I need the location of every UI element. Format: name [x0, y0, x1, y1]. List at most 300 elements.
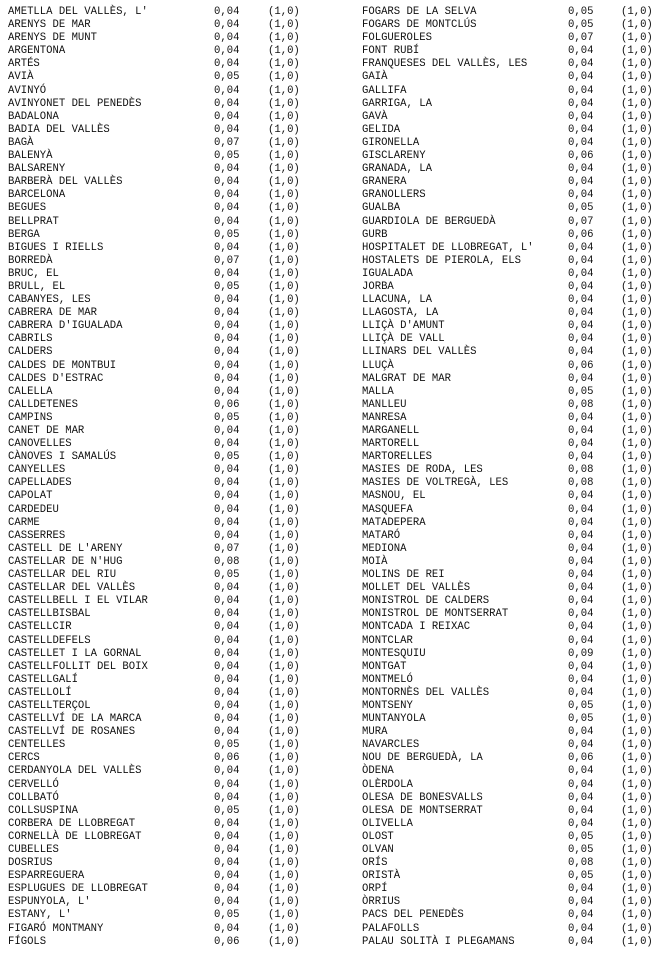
- value-cell: 0,04: [568, 280, 594, 293]
- factor-cell: (1,0): [621, 503, 653, 516]
- value-cell: 0,04: [568, 267, 594, 280]
- value-cell: 0,04: [568, 333, 594, 346]
- factor-cell: (1,0): [268, 136, 300, 149]
- factor-cell: (1,0): [268, 778, 300, 791]
- factor-cell: (1,0): [268, 307, 300, 320]
- municipality-name: BARCELONA: [8, 189, 66, 202]
- value-cell: 0,04: [214, 765, 240, 778]
- factor-cell: (1,0): [621, 634, 653, 647]
- factor-cell: (1,0): [268, 19, 300, 32]
- factor-cell: (1,0): [621, 569, 653, 582]
- value-cell: 0,04: [214, 189, 240, 202]
- factor-cell: (1,0): [621, 398, 653, 411]
- value-cell: 0,05: [214, 739, 240, 752]
- municipality-name: IGUALADA: [362, 267, 413, 280]
- value-cell: 0,04: [214, 425, 240, 437]
- factor-cell: (1,0): [621, 307, 653, 320]
- factor-cell: (1,0): [621, 267, 653, 280]
- value-cell: 0,04: [214, 123, 240, 136]
- value-cell: 0,04: [568, 320, 594, 333]
- factor-cell: (1,0): [268, 451, 300, 464]
- value-cell: 0,04: [568, 411, 594, 424]
- municipality-name: AVINYONET DEL PENEDÈS: [8, 97, 142, 110]
- municipality-name: CASTELLGALÍ: [8, 673, 78, 686]
- municipality-name: CASTELLBISBAL: [8, 608, 91, 621]
- value-cell: 0,04: [568, 621, 594, 634]
- municipality-name: FOLGUEROLES: [362, 32, 432, 45]
- value-cell: 0,04: [568, 425, 594, 437]
- factor-cell: (1,0): [268, 359, 300, 372]
- factor-cell: (1,0): [621, 176, 653, 189]
- municipality-name: LLINARS DEL VALLÈS: [362, 346, 477, 359]
- value-cell: 0,04: [568, 451, 594, 464]
- value-cell: 0,05: [214, 451, 240, 464]
- factor-cell: (1,0): [268, 817, 300, 830]
- municipality-name: NAVARCLES: [362, 739, 420, 752]
- factor-cell: (1,0): [621, 163, 653, 176]
- value-cell: 0,04: [214, 359, 240, 372]
- value-cell: 0,04: [214, 385, 240, 398]
- value-cell: 0,04: [568, 896, 594, 909]
- factor-cell: (1,0): [621, 909, 653, 922]
- municipality-name: ÒDENA: [362, 765, 394, 778]
- factor-cell: (1,0): [268, 595, 300, 608]
- factor-cell: (1,0): [621, 804, 653, 817]
- municipality-name: CANET DE MAR: [8, 425, 85, 437]
- municipality-name: MATADEPERA: [362, 516, 426, 529]
- factor-cell: (1,0): [268, 765, 300, 778]
- factor-cell: (1,0): [268, 909, 300, 922]
- factor-cell: (1,0): [621, 660, 653, 673]
- municipality-name: LLIÇÀ DE VALL: [362, 333, 445, 346]
- value-cell: 0,05: [214, 71, 240, 84]
- factor-cell: (1,0): [268, 935, 300, 948]
- factor-cell: (1,0): [268, 267, 300, 280]
- municipality-name: MASQUEFA: [362, 503, 413, 516]
- factor-cell: (1,0): [268, 320, 300, 333]
- value-cell: 0,04: [568, 97, 594, 110]
- value-cell: 0,06: [214, 752, 240, 765]
- factor-cell: (1,0): [268, 830, 300, 843]
- municipality-name: MASNOU, EL: [362, 490, 426, 503]
- value-cell: 0,04: [214, 686, 240, 699]
- municipality-name: CASTELLDEFELS: [8, 634, 91, 647]
- value-cell: 0,07: [568, 215, 594, 228]
- value-cell: 0,04: [568, 71, 594, 84]
- value-cell: 0,07: [214, 254, 240, 267]
- factor-cell: (1,0): [268, 713, 300, 726]
- value-cell: 0,05: [568, 830, 594, 843]
- value-cell: 0,04: [568, 634, 594, 647]
- factor-cell: (1,0): [268, 150, 300, 163]
- factor-cell: (1,0): [621, 215, 653, 228]
- factor-cell: (1,0): [268, 84, 300, 97]
- factor-cell: (1,0): [621, 451, 653, 464]
- value-cell: 0,04: [214, 830, 240, 843]
- municipality-name: MASIES DE VOLTREGÀ, LES: [362, 477, 509, 490]
- municipality-name: MONTCADA I REIXAC: [362, 621, 471, 634]
- factor-cell: (1,0): [621, 726, 653, 739]
- municipality-name: FOGARS DE MONTCLÚS: [362, 19, 477, 32]
- value-cell: 0,04: [568, 595, 594, 608]
- factor-cell: (1,0): [268, 634, 300, 647]
- factor-cell: (1,0): [268, 739, 300, 752]
- value-cell: 0,04: [568, 438, 594, 451]
- value-cell: 0,04: [214, 294, 240, 307]
- municipality-name: CERDANYOLA DEL VALLÈS: [8, 765, 142, 778]
- factor-cell: (1,0): [268, 411, 300, 424]
- value-cell: 0,04: [568, 110, 594, 123]
- factor-cell: (1,0): [621, 582, 653, 595]
- municipality-name: CASTELLFOLLIT DEL BOIX: [8, 660, 148, 673]
- municipality-name: GRANERA: [362, 176, 407, 189]
- municipality-name: CENTELLES: [8, 739, 66, 752]
- factor-cell: (1,0): [621, 294, 653, 307]
- value-cell: 0,04: [214, 673, 240, 686]
- factor-cell: (1,0): [621, 686, 653, 699]
- value-cell: 0,04: [214, 241, 240, 254]
- value-cell: 0,04: [568, 163, 594, 176]
- municipality-name: DOSRIUS: [8, 857, 53, 870]
- factor-cell: (1,0): [268, 673, 300, 686]
- value-cell: 0,04: [568, 542, 594, 555]
- value-cell: 0,04: [214, 97, 240, 110]
- municipality-name: ARENYS DE MAR: [8, 19, 91, 32]
- value-cell: 0,04: [568, 294, 594, 307]
- factor-cell: (1,0): [268, 883, 300, 896]
- factor-cell: (1,0): [268, 202, 300, 215]
- factor-cell: (1,0): [268, 516, 300, 529]
- municipality-name: GURB: [362, 228, 388, 241]
- value-cell: 0,04: [214, 608, 240, 621]
- value-cell: 0,04: [568, 791, 594, 804]
- value-cell: 0,04: [214, 110, 240, 123]
- factor-cell: (1,0): [268, 555, 300, 568]
- municipality-name: CASSERRES: [8, 529, 66, 542]
- value-cell: 0,06: [568, 752, 594, 765]
- factor-cell: (1,0): [268, 804, 300, 817]
- value-cell: 0,06: [568, 150, 594, 163]
- factor-cell: (1,0): [268, 699, 300, 712]
- value-cell: 0,04: [568, 817, 594, 830]
- value-cell: 0,04: [214, 202, 240, 215]
- factor-cell: (1,0): [268, 372, 300, 385]
- municipality-name: BARBERÀ DEL VALLÈS: [8, 176, 123, 189]
- value-cell: 0,04: [568, 555, 594, 568]
- value-cell: 0,08: [568, 398, 594, 411]
- value-cell: 0,04: [214, 726, 240, 739]
- municipality-name: CASTELLAR DEL VALLÈS: [8, 582, 136, 595]
- value-cell: 0,05: [568, 385, 594, 398]
- value-cell: 0,04: [568, 123, 594, 136]
- value-cell: 0,04: [568, 909, 594, 922]
- municipality-name: MATARÓ: [362, 529, 401, 542]
- value-cell: 0,04: [568, 189, 594, 202]
- value-cell: 0,04: [214, 438, 240, 451]
- municipality-name: FOGARS DE LA SELVA: [362, 6, 477, 18]
- factor-cell: (1,0): [268, 857, 300, 870]
- value-cell: 0,05: [568, 6, 594, 18]
- factor-cell: (1,0): [268, 71, 300, 84]
- value-cell: 0,04: [214, 817, 240, 830]
- value-cell: 0,04: [214, 634, 240, 647]
- municipality-name: BIGUES I RIELLS: [8, 241, 104, 254]
- municipality-name: MONTMELÓ: [362, 673, 413, 686]
- factor-cell: (1,0): [621, 372, 653, 385]
- municipality-name: OLESA DE BONESVALLS: [362, 791, 483, 804]
- factor-cell: (1,0): [621, 791, 653, 804]
- municipality-name: CERVELLÓ: [8, 778, 59, 791]
- value-cell: 0,04: [214, 791, 240, 804]
- value-cell: 0,04: [214, 32, 240, 45]
- municipality-name: CALLDETENES: [8, 398, 78, 411]
- municipality-name: CAPELLADES: [8, 477, 72, 490]
- municipality-name: ARENYS DE MUNT: [8, 32, 98, 45]
- factor-cell: (1,0): [621, 752, 653, 765]
- municipality-name: GISCLARENY: [362, 150, 426, 163]
- factor-cell: (1,0): [621, 280, 653, 293]
- municipality-name: CÀNOVES I SAMALÚS: [8, 451, 117, 464]
- factor-cell: (1,0): [621, 6, 653, 18]
- value-cell: 0,08: [568, 857, 594, 870]
- factor-cell: (1,0): [621, 516, 653, 529]
- factor-cell: (1,0): [621, 935, 653, 948]
- value-cell: 0,04: [568, 529, 594, 542]
- municipality-name: CABRILS: [8, 333, 53, 346]
- municipality-name: ORÍS: [362, 857, 388, 870]
- value-cell: 0,04: [568, 84, 594, 97]
- municipality-name: OLVAN: [362, 844, 394, 856]
- municipality-name: GRANADA, LA: [362, 163, 432, 176]
- municipality-name: BORREDÀ: [8, 254, 53, 267]
- value-cell: 0,04: [568, 307, 594, 320]
- municipality-name: ESPUNYOLA, L': [8, 896, 91, 909]
- municipality-name: BAGÀ: [8, 136, 34, 149]
- municipality-name: PALAFOLLS: [362, 922, 420, 935]
- factor-cell: (1,0): [621, 896, 653, 909]
- factor-cell: (1,0): [621, 359, 653, 372]
- factor-cell: (1,0): [268, 163, 300, 176]
- municipality-name: CANYELLES: [8, 464, 66, 477]
- municipality-name: OLIVELLA: [362, 817, 413, 830]
- municipality-name: CASTELLOLÍ: [8, 686, 72, 699]
- value-cell: 0,04: [214, 844, 240, 856]
- factor-cell: (1,0): [621, 555, 653, 568]
- factor-cell: (1,0): [621, 844, 653, 856]
- value-cell: 0,04: [568, 176, 594, 189]
- value-cell: 0,05: [568, 19, 594, 32]
- value-cell: 0,04: [568, 136, 594, 149]
- factor-cell: (1,0): [268, 529, 300, 542]
- municipality-name: CALELLA: [8, 385, 53, 398]
- value-cell: 0,04: [568, 765, 594, 778]
- value-cell: 0,04: [214, 333, 240, 346]
- value-cell: 0,08: [568, 464, 594, 477]
- value-cell: 0,04: [214, 883, 240, 896]
- factor-cell: (1,0): [621, 713, 653, 726]
- factor-cell: (1,0): [621, 542, 653, 555]
- municipality-name: HOSTALETS DE PIEROLA, ELS: [362, 254, 521, 267]
- value-cell: 0,07: [214, 542, 240, 555]
- factor-cell: (1,0): [621, 870, 653, 883]
- value-cell: 0,04: [214, 267, 240, 280]
- value-cell: 0,05: [214, 228, 240, 241]
- factor-cell: (1,0): [268, 503, 300, 516]
- municipality-name: FIGARÓ MONTMANY: [8, 922, 104, 935]
- value-cell: 0,04: [568, 922, 594, 935]
- factor-cell: (1,0): [268, 32, 300, 45]
- municipality-name: NOU DE BERGUEDÀ, LA: [362, 752, 483, 765]
- value-cell: 0,04: [214, 660, 240, 673]
- municipality-name: ÒRRIUS: [362, 896, 401, 909]
- municipality-name: HOSPITALET DE LLOBREGAT, L': [362, 241, 534, 254]
- factor-cell: (1,0): [621, 136, 653, 149]
- value-cell: 0,05: [214, 804, 240, 817]
- municipality-name: MONISTROL DE MONTSERRAT: [362, 608, 509, 621]
- municipality-name: FÍGOLS: [8, 935, 47, 948]
- factor-cell: (1,0): [268, 241, 300, 254]
- factor-cell: (1,0): [621, 425, 653, 437]
- factor-cell: (1,0): [268, 294, 300, 307]
- factor-cell: (1,0): [268, 58, 300, 71]
- municipality-name: LLACUNA, LA: [362, 294, 432, 307]
- municipality-name: ORISTÀ: [362, 870, 401, 883]
- municipality-name: MASIES DE RODA, LES: [362, 464, 483, 477]
- factor-cell: (1,0): [621, 883, 653, 896]
- factor-cell: (1,0): [621, 241, 653, 254]
- municipality-name: ESTANY, L': [8, 909, 72, 922]
- value-cell: 0,04: [568, 778, 594, 791]
- value-cell: 0,06: [568, 359, 594, 372]
- municipality-name: MURA: [362, 726, 388, 739]
- municipality-name: ESPARREGUERA: [8, 870, 85, 883]
- factor-cell: (1,0): [268, 333, 300, 346]
- value-cell: 0,04: [214, 922, 240, 935]
- municipality-name: CAMPINS: [8, 411, 53, 424]
- municipality-name: FRANQUESES DEL VALLÈS, LES: [362, 58, 528, 71]
- factor-cell: (1,0): [621, 97, 653, 110]
- value-cell: 0,04: [568, 935, 594, 948]
- factor-cell: (1,0): [268, 123, 300, 136]
- municipality-name: CORNELLÀ DE LLOBREGAT: [8, 830, 142, 843]
- factor-cell: (1,0): [621, 84, 653, 97]
- municipality-name: AVINYÓ: [8, 84, 47, 97]
- value-cell: 0,04: [568, 372, 594, 385]
- factor-cell: (1,0): [621, 320, 653, 333]
- factor-cell: (1,0): [268, 660, 300, 673]
- value-cell: 0,04: [568, 673, 594, 686]
- municipality-name: ESPLUGUES DE LLOBREGAT: [8, 883, 148, 896]
- value-cell: 0,05: [568, 202, 594, 215]
- municipality-name: ARTÉS: [8, 58, 40, 71]
- factor-cell: (1,0): [621, 699, 653, 712]
- value-cell: 0,04: [568, 804, 594, 817]
- value-cell: 0,04: [568, 660, 594, 673]
- value-cell: 0,04: [568, 254, 594, 267]
- value-cell: 0,05: [214, 150, 240, 163]
- value-cell: 0,08: [214, 555, 240, 568]
- value-cell: 0,04: [214, 372, 240, 385]
- factor-cell: (1,0): [621, 765, 653, 778]
- factor-cell: (1,0): [268, 280, 300, 293]
- municipality-name: GALLIFA: [362, 84, 407, 97]
- value-cell: 0,09: [568, 647, 594, 660]
- municipality-name: MARGANELL: [362, 425, 420, 437]
- municipality-name: MOLINS DE REI: [362, 569, 445, 582]
- value-cell: 0,04: [214, 58, 240, 71]
- municipality-name: GELIDA: [362, 123, 401, 136]
- value-cell: 0,04: [214, 870, 240, 883]
- factor-cell: (1,0): [268, 922, 300, 935]
- value-cell: 0,04: [568, 569, 594, 582]
- municipality-name: LLUÇÀ: [362, 359, 394, 372]
- factor-cell: (1,0): [621, 621, 653, 634]
- municipality-name: CASTELLVÍ DE ROSANES: [8, 726, 136, 739]
- factor-cell: (1,0): [268, 608, 300, 621]
- value-cell: 0,05: [568, 713, 594, 726]
- value-cell: 0,04: [214, 503, 240, 516]
- value-cell: 0,04: [214, 6, 240, 18]
- factor-cell: (1,0): [621, 922, 653, 935]
- value-cell: 0,04: [568, 58, 594, 71]
- municipality-name: CASTELLAR DE N'HUG: [8, 555, 123, 568]
- municipality-name: CALDES DE MONTBUI: [8, 359, 117, 372]
- factor-cell: (1,0): [268, 686, 300, 699]
- factor-cell: (1,0): [621, 123, 653, 136]
- municipality-name: MUNTANYOLA: [362, 713, 426, 726]
- factor-cell: (1,0): [621, 438, 653, 451]
- value-cell: 0,04: [214, 320, 240, 333]
- municipality-name: BERGA: [8, 228, 40, 241]
- value-cell: 0,04: [568, 346, 594, 359]
- municipality-name: GRANOLLERS: [362, 189, 426, 202]
- municipality-name: CAPOLAT: [8, 490, 53, 503]
- municipality-name: MOIÀ: [362, 555, 388, 568]
- factor-cell: (1,0): [621, 254, 653, 267]
- municipality-name: BRUC, EL: [8, 267, 59, 280]
- value-cell: 0,04: [214, 346, 240, 359]
- municipality-name: MALGRAT DE MAR: [362, 372, 452, 385]
- municipality-name: OLÈRDOLA: [362, 778, 413, 791]
- factor-cell: (1,0): [268, 346, 300, 359]
- municipality-name: OLESA DE MONTSERRAT: [362, 804, 483, 817]
- value-cell: 0,04: [568, 241, 594, 254]
- value-cell: 0,06: [568, 228, 594, 241]
- municipality-name: BEGUES: [8, 202, 47, 215]
- factor-cell: (1,0): [621, 32, 653, 45]
- municipality-name: CARDEDEU: [8, 503, 59, 516]
- municipality-name: MANLLEU: [362, 398, 407, 411]
- factor-cell: (1,0): [268, 490, 300, 503]
- factor-cell: (1,0): [621, 595, 653, 608]
- factor-cell: (1,0): [268, 438, 300, 451]
- municipality-name: AMETLLA DEL VALLÈS, L': [8, 6, 148, 18]
- municipality-name: LLIÇÀ D'AMUNT: [362, 320, 445, 333]
- value-cell: 0,05: [568, 870, 594, 883]
- value-cell: 0,04: [214, 464, 240, 477]
- value-cell: 0,04: [214, 477, 240, 490]
- municipality-name: JORBA: [362, 280, 394, 293]
- municipality-name: CASTELL DE L'ARENY: [8, 542, 123, 555]
- factor-cell: (1,0): [268, 752, 300, 765]
- factor-cell: (1,0): [268, 215, 300, 228]
- factor-cell: (1,0): [268, 464, 300, 477]
- value-cell: 0,08: [568, 477, 594, 490]
- municipality-name: CASTELLET I LA GORNAL: [8, 647, 142, 660]
- value-cell: 0,04: [214, 699, 240, 712]
- factor-cell: (1,0): [268, 791, 300, 804]
- municipality-name: CABANYES, LES: [8, 294, 91, 307]
